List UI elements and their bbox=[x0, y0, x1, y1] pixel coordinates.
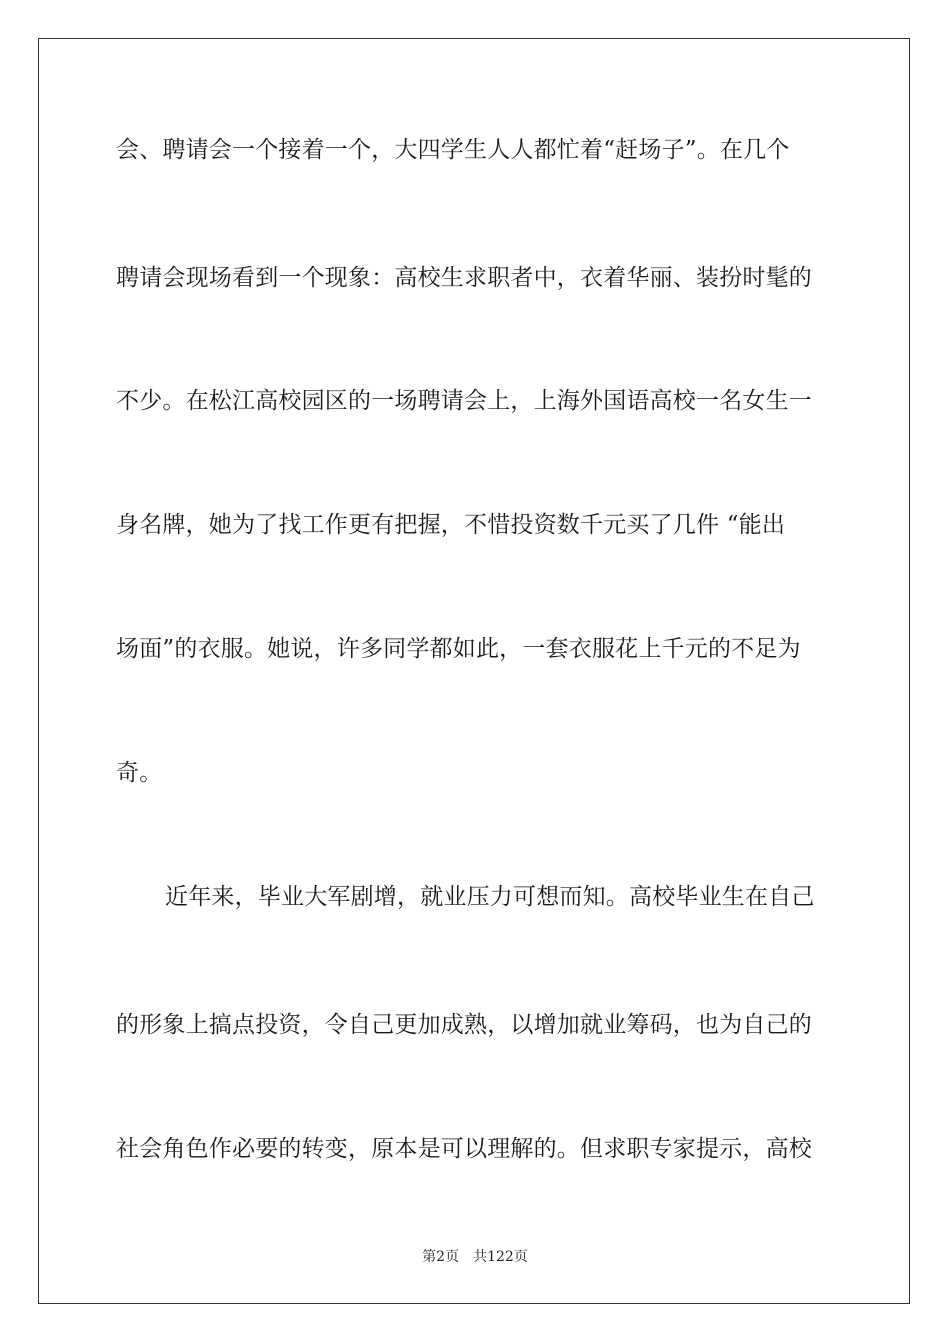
body-text-line: 近年来，毕业大军剧增，就业压力可想而知。高校毕业生在自己 bbox=[165, 884, 815, 910]
body-text-line: 身名牌，她为了找工作更有把握，不惜投资数千元买了几件 “能出 bbox=[116, 512, 786, 538]
body-text-line: 不少。在松江高校园区的一场聘请会上，上海外国语高校一名女生一 bbox=[116, 388, 812, 414]
body-text-line: 聘请会现场看到一个现象：高校生求职者中，衣着华丽、装扮时髦的 bbox=[116, 265, 812, 291]
body-text-line: 会、聘请会一个接着一个，大四学生人人都忙着“赶场子”。在几个 bbox=[116, 137, 790, 163]
body-text-line: 场面”的衣服。她说，许多同学都如此，一套衣服花上千元的不足为 bbox=[116, 636, 801, 662]
page-border bbox=[38, 38, 910, 1304]
page-total: 共122页 bbox=[473, 1249, 528, 1265]
body-text-line: 的形象上搞点投资，令自己更加成熟，以增加就业筹码，也为自己的 bbox=[116, 1012, 812, 1038]
body-text-line: 奇。 bbox=[116, 760, 163, 786]
body-text-line: 社会角色作必要的转变，原本是可以理解的。但求职专家提示，高校 bbox=[116, 1136, 812, 1162]
page-footer bbox=[0, 1248, 950, 1266]
page-number: 第2页 bbox=[422, 1249, 460, 1265]
